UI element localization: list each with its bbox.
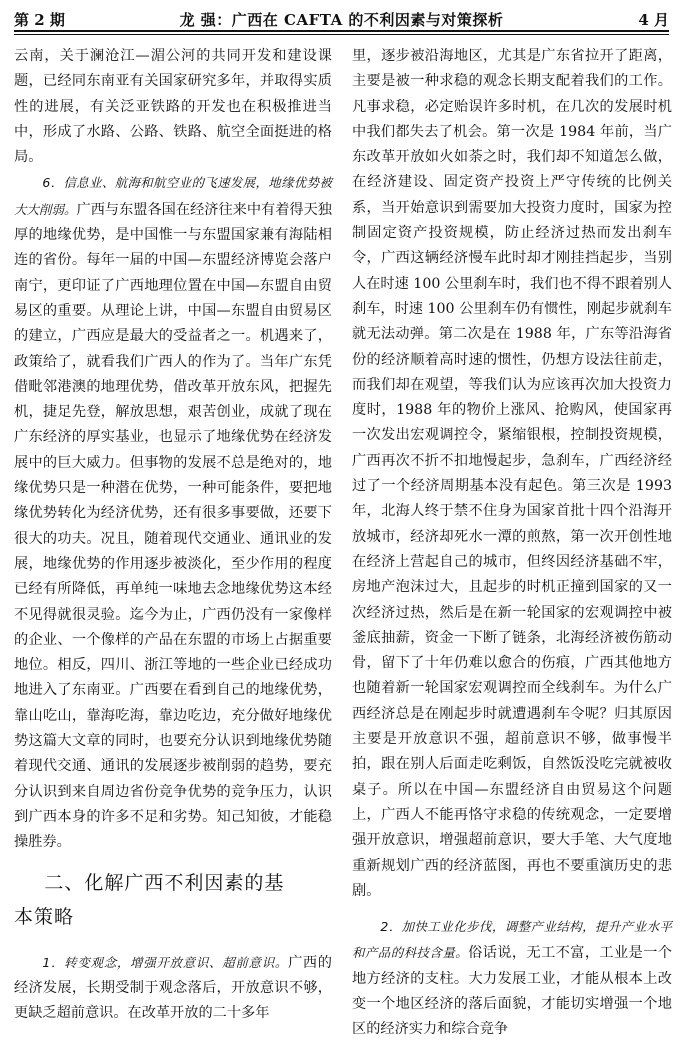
paragraph-continued-right: 里，逐步被沿海地区，尤其是广东省拉开了距离，主要是被一种求稳的观念长期支配着我们的工作。凡事求稳，必定贻误许多时机，在几次的发展时机中我们都失去了机会。第一次是 1984 年前，当广东改革开放如火如荼之时，我们却不知道怎么做，在经济建设、固定资产投资上严守传统的比例关系，当开始意识到需要加大投资力度时，国家为控制固定资产投资规模，防止经济过热而发出刹车令，广西这辆经济慢车此时却才刚挂挡起步，当别人在时速 100 公里刹车时，我们也不得不跟着别人刹车，时速 100 公里刹车仍有惯性，刚起步就刹车就无法动弹。第二次是在 1988 年，广东等沿海省份的经济顺着高时速的惯性，仍想方设法往前走，而我们却在观望，等我们认为应该再次加大投资力度时，1988 年的物价上涨风、抢购风，使国家再一次发出宏观调控令，紧缩银根，控制投资规模，广西再次不折不扣地慢起步，急刹车，广西经济经过了一个经济周期基本没有起色。第三次是 1993 年，北海人终于禁不住身为国家首批十四个沿海开放城市，经济却死水一潭的煎熬，第一次开创性地在经济上营起自己的城市，但终因经济基础不牢，房地产泡沫过大，且起步的时机正撞到国家的又一次经济过热，然后是在新一轮国家的宏观调控中被釜底抽薪，资金一下断了链条，北海经济被伤筋动骨，留下了十年仍难以愈合的伤痕，广西其他地方也随着新一轮国家宏观调控而全线刹车。为什么广西经济总是在刚起步时就遭遇刹车令呢？归其原因主要是开放意识不强，超前意识不够，做事慢半拍，跟在别人后面走吃剩饭，自然饭没吃完就被收桌子。所以在中国—东盟经济自由贸易这个问题上，广西人不能再恪守求稳的传统观念，一定要增强开放意识，增强超前意识，要大手笔、大气度地重新规划广西的经济蓝图，再也不要重演历史的悲剧。 [352, 48, 672, 899]
paragraph-1 [14, 950, 332, 1027]
paragraph-2-heading: 2．加快工业化步伐，调整产业结构，提升产业水平和产品的科技含量。 [352, 919, 672, 961]
running-title: 龙 强：广西在 CAFTA 的不利因素与对策探析 [179, 11, 504, 29]
paragraph-6-heading: 6．信息业、航海和航空业的飞速发展，地缘优势被大大削弱。 [14, 175, 332, 217]
left-column [14, 44, 332, 1022]
paragraph-2-body: 俗话说，无工不富，工业是一个地方经济的支柱。大力发展工业，才能从根本上改变一个地区经济的落后面貌，才能切实增强一个地区的经济实力和综合竞争 [352, 945, 672, 1038]
paragraph-6 [14, 170, 332, 855]
issue-number: 第 2 期 [14, 11, 65, 29]
section-heading-line-2: 本策略 [14, 905, 75, 928]
issue-month: 4 月 [638, 11, 669, 29]
paragraph-2 [352, 914, 672, 1042]
paragraph-1-heading: 1．转变观念，增强开放意识、超前意识。 [42, 954, 289, 970]
paragraph-continued: 云南，关于澜沧江—湄公河的共同开发和建设课题，已经同东南亚有关国家研究多年，并取得实质性的进展，有关泛亚铁路的开发也在积极推进当中，形成了水路、公路、铁路、航空全面挺进的格局。 [14, 48, 332, 166]
section-heading-line-1: 二、化解广西不利因素的基 [44, 871, 285, 894]
paragraph-spacer [352, 904, 672, 914]
section-heading [14, 866, 332, 934]
right-column [352, 44, 672, 1038]
paragraph-6-body: 广西与东盟各国在经济往来中有着得天独厚的地缘优势，是中国惟一与东盟国家兼有海陆相连的省份。每年一届的中国—东盟经济博览会落户南宁，更印证了广西地理位置在中国—东盟自由贸易区的重要。从理论上讲，中国—东盟自由贸易区的建立，广西应是最大的受益者之一。机遇来了，政策给了，就看我们广西人的作为了。当年广东凭借毗邻港澳的地理优势，借改革开放东风，把握先机，捷足先登，解放思想，艰苦创业，成就了现在广东经济的厚实基业，也显示了地缘优势在经济发展中的巨大威力。但事物的发展不总是绝对的，地缘优势只是一种潜在优势，一种可能条件，要把地缘优势转化为经济优势，还有很多事要做，还要下很大的功夫。况且，随着现代交通业、通讯业的发展，地缘优势的作用逐步被淡化，至少作用的程度已经有所降低，再单纯一味地去念地缘优势这本经不见得就很灵验。迄今为止，广西仍没有一家像样的企业、一个像样的产品在东盟的市场上占据重要地位。相反，四川、浙江等地的一些企业已经成功地进入了东南亚。广西要在看到自己的地缘优势，靠山吃山，靠海吃海，靠边吃边，充分做好地缘优势这篇大文章的同时，也要充分认识到地缘优势随着现代交通、通讯的发展逐步被削弱的趋势，要充分认识到来自周边省份竞争优势的竞争压力，认识到广西本身的许多不足和劣势。知己知彼，才能稳操胜券。 [14, 201, 332, 851]
running-header [14, 4, 669, 32]
paragraph-1-body: 广西的经济发展，长期受制于观念落后，开放意识不够，更缺乏超前意识。在改革开放的二十多年 [14, 954, 332, 1022]
